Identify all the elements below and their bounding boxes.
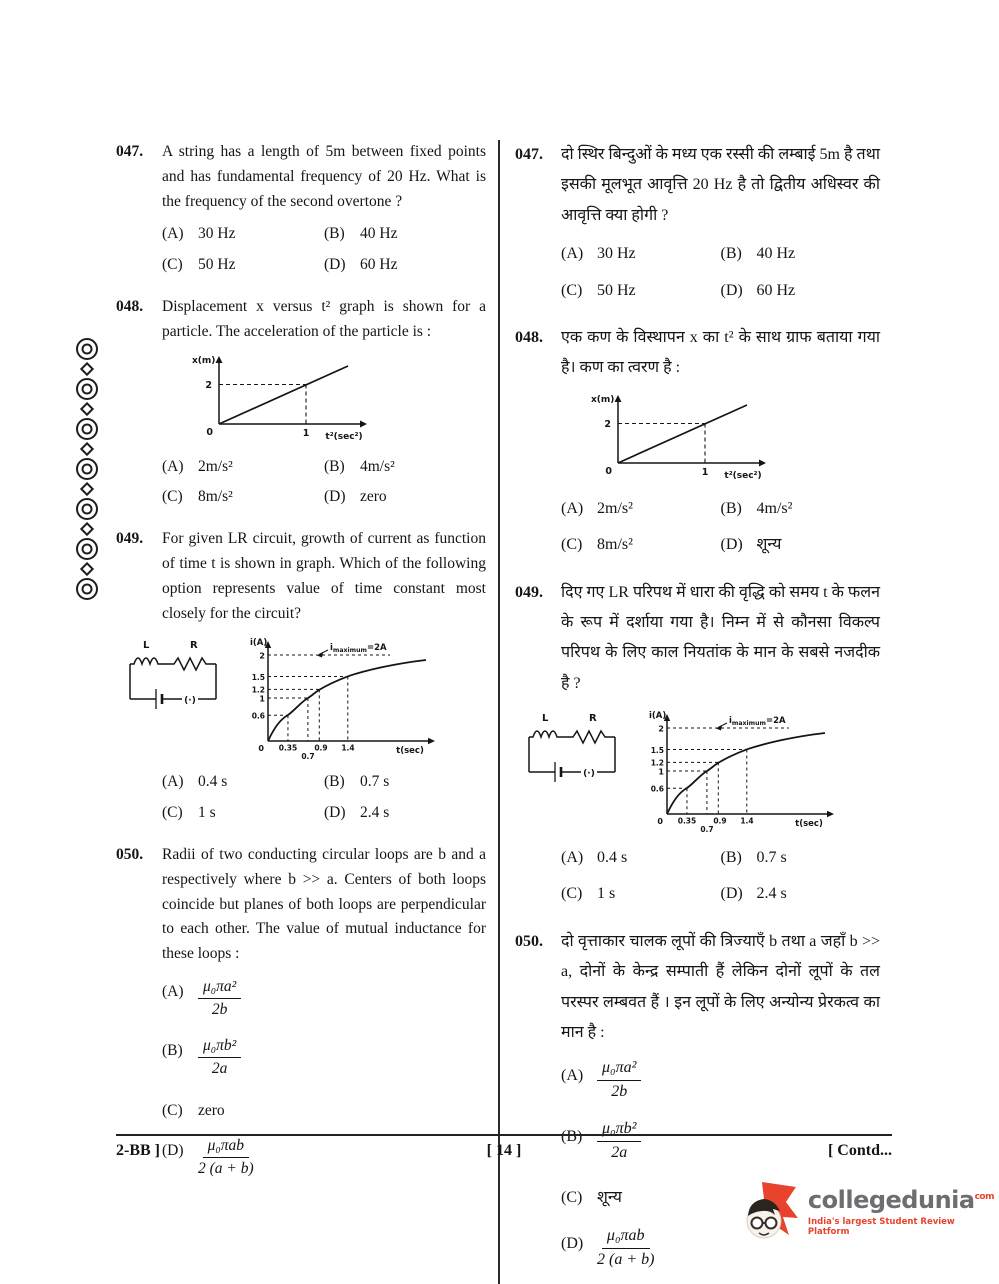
option-b [721, 239, 881, 269]
option-label: (B) [720, 849, 742, 867]
option-label: (A) [561, 499, 584, 517]
y-tick: 1 [658, 767, 664, 777]
option-label: (D) [324, 256, 346, 274]
option-label: (D) [324, 488, 346, 506]
column-english [116, 140, 498, 1284]
option-label: (A) [162, 225, 184, 243]
brand-name: collegedunia$^{com}$ [807, 1186, 994, 1215]
logo-text [808, 1187, 999, 1236]
option-d [324, 801, 486, 826]
option-c [561, 879, 721, 909]
option-value: 2m/s² [597, 499, 633, 517]
question-number: 049. [515, 583, 543, 601]
option-label: (C) [561, 281, 583, 299]
contd-label: [ Contd... [827, 1142, 892, 1159]
option-value: 50 Hz [597, 281, 636, 299]
x-axis-label: t²(sec²) [724, 470, 762, 481]
origin-label: 0 [657, 817, 663, 827]
option-label: (A) [561, 1067, 584, 1085]
option-a [561, 1061, 880, 1106]
question-en-050 [116, 843, 486, 1193]
column-hindi [500, 140, 880, 1284]
option-value: 0.4 s [597, 849, 628, 867]
option-label: (B) [162, 1042, 183, 1060]
brand-suffix: com [974, 1192, 994, 1203]
y-tick: 1 [259, 694, 265, 704]
option-a [561, 843, 721, 873]
question-number: 049. [116, 530, 144, 548]
option-label: (D) [561, 1235, 584, 1252]
question-text: दो स्थिर बिन्दुओं के मध्य एक रस्सी की लम्बाई 5m है तथा इसकी मूलभूत आवृत्ति 20 Hz है तो द्वितीय अधिस्वर की आवृत्ति क्या होगी ? [561, 146, 880, 224]
options [561, 840, 880, 913]
option-value: 8m/s² [597, 536, 633, 554]
option-c [162, 485, 324, 510]
option-value: zero [360, 488, 387, 506]
question-en-048 [116, 295, 486, 515]
question-text: A string has a length of 5m between fixed points and has fundamental frequency of 20 Hz. What is the frequency of the second overtone ? [162, 143, 486, 210]
question-text: एक कण के विस्थापन x का t² के साथ ग्राफ बताया गया है। कण का त्वरण है : [561, 328, 880, 377]
question-text: Displacement x versus t² graph is shown for a particle. The acceleration of the particle is : [162, 297, 486, 340]
option-label: (B) [720, 499, 742, 517]
y-tick: 2 [205, 379, 212, 391]
x-tick: 1.4 [341, 743, 355, 753]
option-c [162, 253, 324, 278]
option-c [561, 276, 721, 306]
option-value: 0.7 s [360, 773, 390, 791]
option-value: 30 Hz [198, 225, 236, 243]
option-label: (C) [162, 488, 183, 506]
origin-label: 0 [206, 426, 213, 438]
option-d [324, 485, 486, 510]
option-label: (A) [561, 849, 584, 867]
x-axis-label: t(sec) [795, 819, 823, 830]
question-en-049 [116, 527, 486, 831]
page-footer [116, 1142, 892, 1160]
question-hi-049 [515, 578, 880, 915]
option-label: (C) [561, 536, 583, 554]
y-tick: 1.5 [251, 673, 265, 683]
booklet-code: 2-BB ] [116, 1142, 160, 1159]
fraction: $\frac{\text{μ₀πab}}{2 (a + b)}$ [198, 1137, 254, 1178]
collegedunia-logo [742, 1180, 999, 1244]
option-a [162, 222, 324, 247]
lr-circuit-figure [116, 634, 486, 762]
option-value: 2.4 s [360, 804, 390, 822]
option-label: (B) [561, 1128, 583, 1146]
x-axis-label: t²(sec²) [325, 431, 363, 442]
option-value: 0.4 s [198, 773, 228, 791]
option-value: 8m/s² [198, 488, 233, 506]
question-text: दो वृत्ताकार चालक लूपों की त्रिज्याएँ b तथा a जहाँ b >> a, दोनों के केन्द्र सम्पाती हैं लेकिन दोनों लूपों के तल परस्पर लम्बवत हैं । इन लूपों के लिए अन्योन्य प्रेरकत्व का मान है : [561, 932, 880, 1042]
option-a [561, 494, 721, 524]
option-b [721, 843, 881, 873]
fraction: $\frac{\text{μ₀πa²}}{2b}$ [597, 1058, 641, 1103]
origin-label: 0 [258, 744, 264, 754]
options [561, 1053, 880, 1281]
y-axis-label: x(m) [591, 394, 615, 405]
option-value: 4m/s² [756, 499, 793, 517]
option-a [162, 455, 324, 480]
option-b [324, 770, 486, 795]
option-value: 1 s [597, 885, 616, 903]
option-label: (C) [162, 804, 183, 822]
x-tick: 0.35 [278, 743, 298, 753]
imax-label: $i_{maximum}=2A$ [729, 716, 786, 728]
y-axis-label: i(A) [250, 638, 268, 649]
x-tick: 0.35 [677, 816, 697, 826]
imax-label: $i_{maximum}=2A$ [330, 643, 387, 655]
option-label: (B) [324, 773, 345, 791]
option-label: (A) [162, 982, 184, 1000]
option-value: 50 Hz [198, 256, 236, 274]
y-axis-label: i(A) [649, 711, 667, 722]
displacement-vs-t2-graph [585, 390, 775, 486]
option-label: (C) [162, 1101, 183, 1119]
option-d [721, 276, 881, 306]
question-number: 048. [515, 328, 543, 346]
cell-label: (·) [583, 769, 595, 780]
current-growth-graph [230, 634, 445, 762]
ornament-strip [70, 333, 104, 615]
option-d [324, 253, 486, 278]
option-value: 0.7 s [756, 849, 787, 867]
question-text: For given LR circuit, growth of current as function of time t is shown in graph. Which of the following option represents value of time constant most closely for the circuit? [162, 530, 486, 622]
option-value: 40 Hz [360, 225, 398, 243]
y-tick: 2 [658, 724, 664, 734]
question-number: 050. [515, 932, 543, 950]
options [561, 491, 880, 564]
option-d [721, 530, 881, 560]
option-c [162, 801, 324, 826]
question-number: 048. [116, 297, 144, 315]
question-text: दिए गए LR परिपथ में धारा की वृद्धि को समय t के फलन के रूप में दर्शाया गया है। निम्न में से कौनसा विकल्प परिपथ के लिए काल नियतांक के मान के सबसे नजदीक है ? [561, 583, 880, 692]
lr-circuit-diagram [515, 707, 627, 787]
option-b [162, 1039, 486, 1082]
option-value: 60 Hz [360, 256, 398, 274]
option-value: 2m/s² [198, 457, 233, 475]
option-a [561, 239, 721, 269]
inductor-label: L [542, 713, 549, 725]
option-label: (B) [324, 225, 345, 243]
option-label: (D) [720, 536, 743, 554]
y-tick: 1.5 [650, 746, 664, 756]
x-tick: 0.9 [713, 816, 727, 826]
option-b [324, 455, 486, 480]
y-tick: 1.2 [251, 685, 265, 695]
y-tick: 0.6 [650, 784, 664, 794]
page-number: [ 14 ] [486, 1142, 522, 1159]
question-text: Radii of two conducting circular loops are b and a respectively where b >> a. Centers of both loops coincide but planes of both loops are perpendicular to each other. The value of mutual inductance for these loops : [162, 845, 486, 963]
origin-label: 0 [605, 465, 612, 477]
inductor-label: L [143, 640, 150, 652]
fraction: $\frac{\text{μ₀πb²}}{2a}$ [198, 1036, 241, 1079]
option-value: 60 Hz [756, 281, 796, 299]
option-label: (C) [162, 256, 183, 274]
lr-circuit-diagram [116, 634, 228, 714]
option-label: (B) [324, 457, 345, 475]
option-label: (D) [720, 281, 743, 299]
option-label: (D) [324, 804, 346, 822]
option-b [324, 222, 486, 247]
x-tick: 1 [701, 466, 709, 478]
question-hi-048 [515, 323, 880, 566]
x-tick: 0.9 [314, 743, 328, 753]
cell-label: (·) [184, 696, 196, 707]
resistor-label: R [589, 713, 597, 725]
option-label: (C) [561, 1188, 583, 1206]
x-axis-label: t(sec) [396, 746, 424, 757]
x-tick: 0.7 [700, 825, 714, 835]
option-c [561, 530, 721, 560]
option-b [721, 494, 881, 524]
y-tick: 2 [604, 418, 611, 430]
options [162, 767, 486, 829]
option-value: 1 s [198, 804, 216, 822]
options [162, 452, 486, 514]
y-axis-label: x(m) [192, 355, 216, 366]
two-column-content [116, 140, 892, 1284]
current-growth-graph [629, 707, 844, 835]
x-tick: 1 [302, 427, 310, 439]
option-label: (C) [561, 885, 583, 903]
footer-rule [116, 1134, 892, 1136]
x-tick: 0.7 [301, 752, 315, 762]
option-label: (A) [162, 773, 184, 791]
question-number: 047. [515, 146, 543, 163]
lr-circuit-figure [515, 707, 880, 835]
option-label: (B) [720, 245, 742, 263]
options [561, 236, 880, 309]
question-number: 047. [116, 143, 144, 160]
collegedunia-logo-icon [742, 1180, 800, 1244]
option-value: 4m/s² [360, 457, 395, 475]
option-label: (D) [162, 1142, 184, 1160]
option-value: 40 Hz [756, 245, 796, 263]
displacement-vs-t2-graph [186, 351, 376, 447]
option-value: zero [198, 1101, 225, 1119]
option-c [162, 1099, 486, 1124]
option-value: 30 Hz [597, 245, 636, 263]
fraction: $\frac{\text{μ₀πb²}}{2a}$ [597, 1119, 641, 1164]
y-tick: 2 [259, 651, 265, 661]
resistor-label: R [190, 640, 198, 652]
question-hi-047 [515, 140, 880, 311]
x-tick: 1.4 [740, 816, 754, 826]
y-tick: 0.6 [251, 711, 265, 721]
fraction: $\frac{\text{μ₀πa²}}{2b}$ [198, 977, 241, 1020]
option-label: (D) [720, 885, 743, 903]
option-label: (A) [561, 245, 584, 263]
option-value: 2.4 s [756, 885, 787, 903]
fraction: $\frac{\text{μ₀πab}}{2 (a + b)}$ [597, 1227, 655, 1268]
option-a [162, 770, 324, 795]
brand-tagline: India's largest Student Review Platform [807, 1216, 955, 1237]
option-value: शून्य [597, 1188, 622, 1206]
option-a [162, 977, 486, 1023]
options [162, 219, 486, 281]
y-tick: 1.2 [650, 758, 664, 768]
option-label: (A) [162, 457, 184, 475]
question-number: 050. [116, 845, 144, 863]
option-d [721, 879, 881, 909]
option-value: शून्य [756, 536, 782, 554]
question-en-047 [116, 140, 486, 283]
